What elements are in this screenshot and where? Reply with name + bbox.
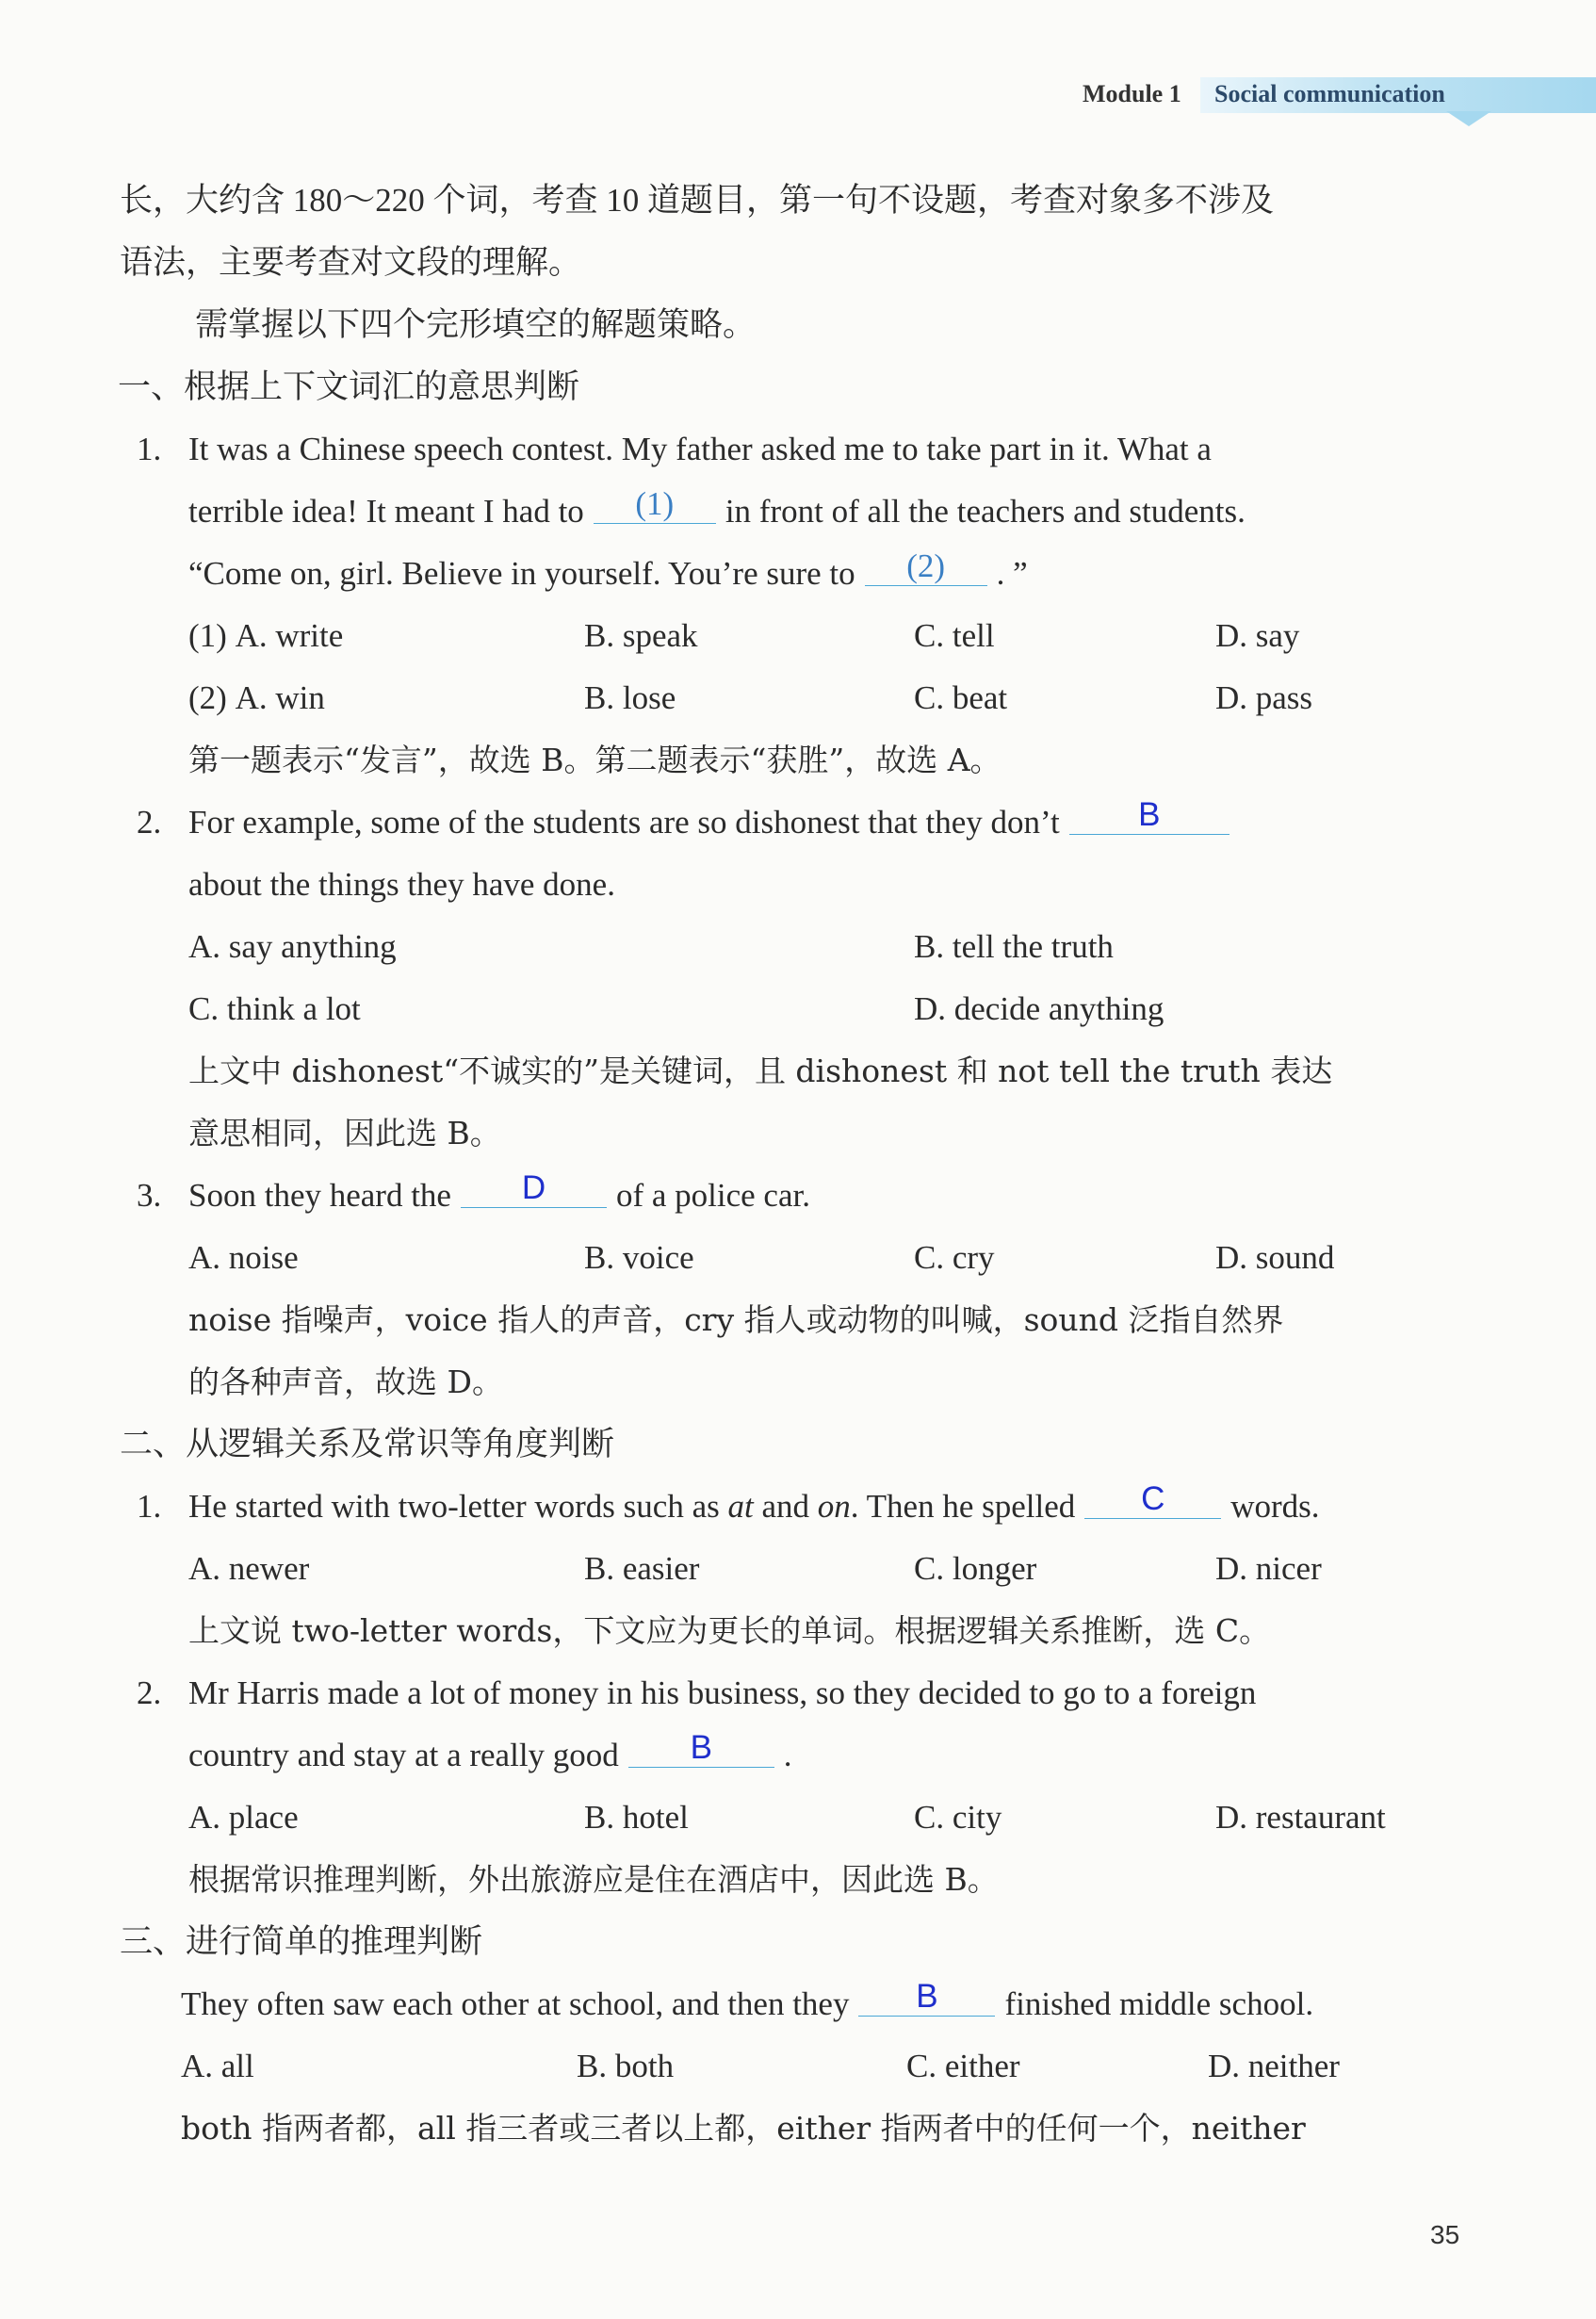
sub-question-number: (1): [188, 617, 227, 654]
option-d: D. restaurant: [1215, 1799, 1386, 1836]
option-d: D. sound: [1215, 1239, 1335, 1276]
s1-q1-options-1: [120, 605, 1448, 667]
question-number: 1.: [137, 431, 162, 467]
option-b: B. easier: [584, 1550, 700, 1587]
s2-q2-explanation: 根据常识推理判断，外出旅游应是住在酒店中，因此选 B。: [188, 1861, 999, 1898]
option-d: D. neither: [1208, 2048, 1340, 2084]
question-text: It was a Chinese speech contest. My father asked me to take part in it. What a: [188, 431, 1212, 467]
option-b: B. speak: [584, 617, 698, 654]
s1-q3-explanation-2: 的各种声音，故选 D。: [188, 1364, 503, 1400]
option-a-text: A. write: [235, 617, 344, 654]
option-c: C. longer: [914, 1550, 1037, 1587]
option-a: A. noise: [188, 1239, 299, 1276]
option-c: C. city: [914, 1799, 1002, 1836]
s2-q2-line-2: [120, 1724, 1448, 1787]
example-word: on: [817, 1488, 851, 1525]
page-header: [993, 73, 1596, 115]
question-text: in front of all the teachers and students.: [725, 493, 1246, 530]
option-c: C. tell: [914, 617, 995, 654]
option-c: C. beat: [914, 679, 1008, 716]
option-b: B. tell the truth: [914, 928, 1114, 965]
question-text: of a police car.: [615, 1177, 810, 1214]
s2-q1-line-1: [120, 1476, 1448, 1538]
option-b: B. lose: [584, 679, 676, 716]
s3-explanation: both 指两者都，all 指三者或三者以上都，either 指两者中的任何一个，neither: [181, 2110, 1306, 2147]
question-text: . Then he spelled: [850, 1488, 1076, 1525]
s1-q1-line-1: [120, 418, 1448, 481]
s1-q2-options-1: [120, 916, 1448, 978]
answer-blank-2: (2): [865, 547, 987, 586]
option-a: [188, 605, 584, 667]
s2-q1-explanation: 上文说 two-letter words，下文应为更长的单词。根据逻辑关系推断，选 C。: [188, 1612, 1271, 1649]
intro-line-2: 语法，主要考查对文段的理解。: [120, 244, 582, 281]
question-text: Mr Harris made a lot of money in his business, so they decided to go to a foreign: [188, 1674, 1257, 1711]
question-text: .: [783, 1737, 792, 1773]
s3-question-line: [120, 1973, 1448, 2035]
s1-q2-explanation-1: 上文中 dishonest“不诚实的”是关键词，且 dishonest 和 not tell the truth 表达: [188, 1053, 1333, 1089]
s1-q2-line-1: [120, 792, 1448, 854]
section-2-title: 二、从逻辑关系及常识等角度判断: [120, 1426, 615, 1462]
question-text: For example, some of the students are so dishonest that they don’t: [188, 804, 1060, 841]
page-content: [120, 170, 1448, 2160]
s2-q2-options: [120, 1787, 1448, 1849]
question-text: They often saw each other at school, and then they: [181, 1985, 850, 2022]
option-b: B. voice: [584, 1239, 694, 1276]
option-c: C. think a lot: [188, 990, 361, 1027]
question-number: 1.: [137, 1488, 162, 1525]
s2-q2-line-1: [120, 1662, 1448, 1724]
module-label: Module 1: [1083, 80, 1181, 107]
answer-blank: B: [858, 1978, 995, 2017]
s1-q1-explanation: 第一题表示“发言”，故选 B。第二题表示“获胜”，故选 A。: [188, 742, 1002, 778]
question-number: 2.: [137, 804, 162, 841]
answer-blank: B: [1069, 796, 1230, 835]
question-number: 2.: [137, 1674, 162, 1711]
example-word: at: [727, 1488, 754, 1525]
option-c: C. cry: [914, 1239, 995, 1276]
s1-q3-explanation-1: noise 指噪声，voice 指人的声音，cry 指人或动物的叫喊，sound 泛指自然界: [188, 1301, 1284, 1338]
option-d: D. decide anything: [914, 990, 1164, 1027]
page-number: 35: [1430, 2220, 1460, 2249]
header-tail-decoration: [1446, 111, 1491, 126]
question-number: 3.: [137, 1177, 162, 1214]
s1-q1-line-2: [120, 481, 1448, 543]
option-b: B. both: [577, 2048, 675, 2084]
question-text: country and stay at a really good: [188, 1737, 619, 1773]
option-b: B. hotel: [584, 1799, 689, 1836]
s1-q3-line-1: [120, 1165, 1448, 1227]
question-text: “Come on, girl. Believe in yourself. You’re sure to: [188, 555, 855, 592]
s1-q1-line-3: [120, 543, 1448, 605]
option-a: [188, 667, 584, 729]
s1-q1-options-2: [120, 667, 1448, 729]
s3-options: [120, 2035, 1448, 2098]
answer-blank: C: [1084, 1480, 1221, 1519]
question-text: He started with two-letter words such as: [188, 1488, 720, 1525]
option-d: D. pass: [1215, 679, 1313, 716]
sub-question-number: (2): [188, 679, 227, 716]
option-a: A. newer: [188, 1550, 310, 1587]
question-text: terrible idea! It meant I had to: [188, 493, 584, 530]
section-1-title: 一、根据上下文词汇的意思判断: [118, 368, 580, 405]
s1-q3-options: [120, 1227, 1448, 1289]
option-a-text: A. win: [235, 679, 325, 716]
answer-blank-1: (1): [594, 485, 716, 524]
option-a: A. place: [188, 1799, 299, 1836]
section-3-title: 三、进行简单的推理判断: [120, 1923, 483, 1960]
s1-q2-line-2: about the things they have done.: [188, 866, 615, 903]
option-d: D. nicer: [1215, 1550, 1322, 1587]
option-a: A. say anything: [188, 928, 397, 965]
answer-blank: D: [461, 1169, 607, 1208]
answer-blank: B: [628, 1729, 774, 1768]
s1-q2-explanation-2: 意思相同，因此选 B。: [188, 1115, 501, 1151]
option-a: A. all: [181, 2048, 254, 2084]
question-text: words.: [1230, 1488, 1320, 1525]
intro-line-3: 需掌握以下四个完形填空的解题策略。: [195, 306, 757, 343]
option-d: D. say: [1215, 617, 1300, 654]
question-text: . ”: [996, 555, 1028, 592]
option-c: C. either: [906, 2048, 1020, 2084]
s1-q2-options-2: [120, 978, 1448, 1040]
module-title: Social communication: [1214, 80, 1445, 107]
question-text: and: [761, 1488, 810, 1525]
question-text: finished middle school.: [1004, 1985, 1314, 2022]
intro-line-1: 长，大约含 180～220 个词，考查 10 道题目，第一句不设题，考查对象多不涉及: [120, 182, 1275, 219]
question-text: Soon they heard the: [188, 1177, 451, 1214]
s2-q1-options: [120, 1538, 1448, 1600]
